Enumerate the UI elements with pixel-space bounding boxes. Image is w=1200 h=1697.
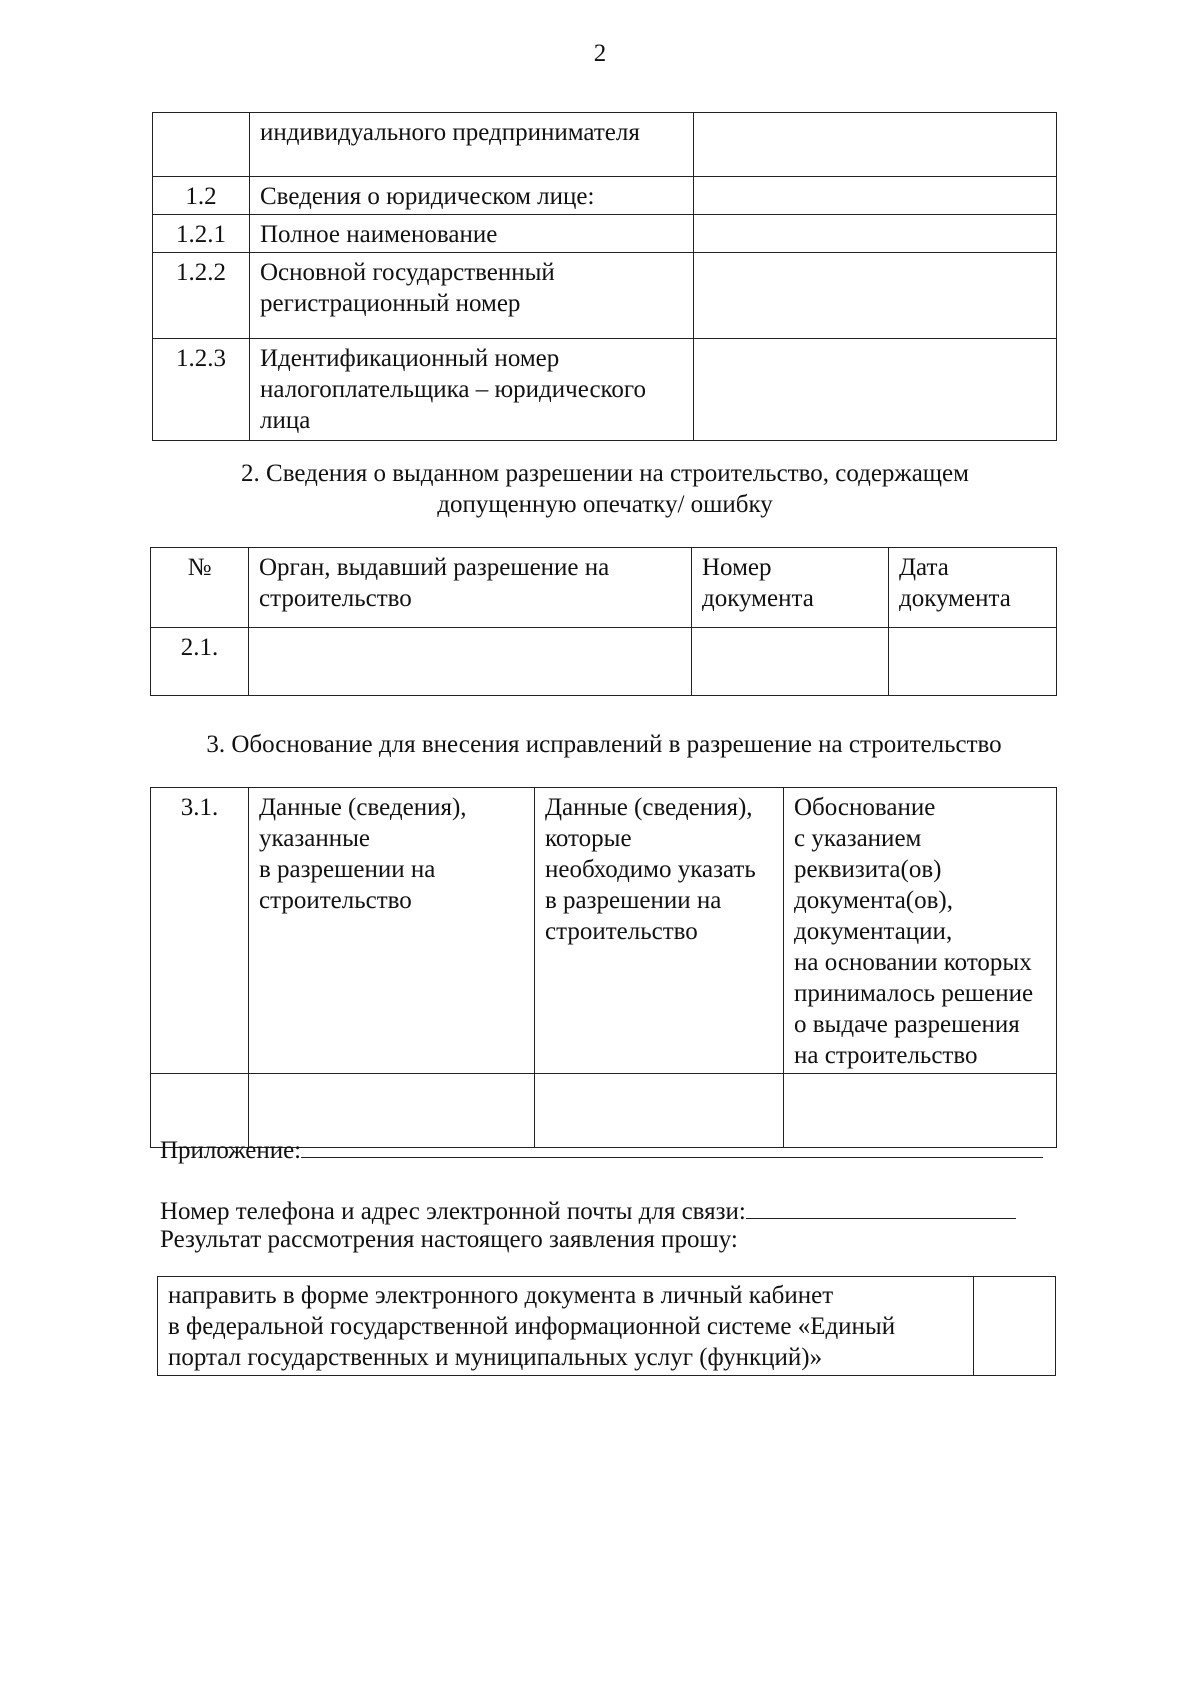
table-row xyxy=(153,339,1057,441)
row-value-field[interactable] xyxy=(694,177,1057,215)
row-label: Идентификационный номер налогоплательщика – юридического лица xyxy=(250,339,694,441)
result-label: Результат рассмотрения настоящего заявления прошу: xyxy=(160,1226,738,1253)
row-value-field[interactable] xyxy=(694,339,1057,441)
applicant-info-table xyxy=(152,112,1057,441)
doc-date-field[interactable] xyxy=(889,628,1057,696)
contact-line xyxy=(160,1194,1016,1227)
column-header-justification: Обоснование с указанием реквизита(ов) документа(ов), документации, на основании которых принималось решение о выдаче разрешения на строительство xyxy=(784,788,1057,1074)
row-label: индивидуального предпринимателя xyxy=(250,113,694,177)
row-number: 3.1. xyxy=(151,788,249,1074)
row-label: Сведения о юридическом лице: xyxy=(250,177,694,215)
column-header-current-data: Данные (сведения), указанные в разрешении на строительство xyxy=(249,788,535,1074)
row-number xyxy=(153,113,250,177)
correction-basis-table xyxy=(150,787,1057,1148)
section-2-heading: 2. Сведения о выданном разрешении на строительство, содержащем допущенную опечатку/ ошибку xyxy=(241,460,969,518)
table-row xyxy=(153,215,1057,253)
row-label: Полное наименование xyxy=(250,215,694,253)
row-number: 1.2.3 xyxy=(153,339,250,441)
row-value-field[interactable] xyxy=(694,215,1057,253)
result-option-checkbox[interactable] xyxy=(974,1277,1056,1376)
column-header-doc-date: Дата документа xyxy=(889,548,1057,628)
row-number: 1.2.2 xyxy=(153,253,250,339)
table-row xyxy=(153,113,1057,177)
attachment-label: Приложение: xyxy=(160,1137,302,1164)
table-header-row xyxy=(151,548,1057,628)
result-option-table xyxy=(157,1276,1056,1376)
attachment-line xyxy=(160,1133,1043,1166)
row-value-field[interactable] xyxy=(694,113,1057,177)
table-header-row xyxy=(151,788,1057,1074)
page-number: 2 xyxy=(593,40,607,67)
table-row xyxy=(153,253,1057,339)
row-label: Основной государственный регистрационный номер xyxy=(250,253,694,339)
attachment-input-line[interactable] xyxy=(301,1133,1043,1158)
section-3-heading: 3. Обоснование для внесения исправлений в разрешение на строительство xyxy=(206,731,1002,758)
column-header-corrected-data: Данные (сведения), которые необходимо указать в разрешении на строительство xyxy=(535,788,784,1074)
column-header-number: № xyxy=(151,548,249,628)
column-header-issuer: Орган, выдавший разрешение на строительство xyxy=(249,548,692,628)
row-number: 1.2.1 xyxy=(153,215,250,253)
doc-number-field[interactable] xyxy=(692,628,889,696)
result-option-text: направить в форме электронного документа в личный кабинет в федеральной государственной информационной системе «Единый портал государственных и муниципальных услуг (функций)» xyxy=(158,1277,974,1376)
row-number: 2.1. xyxy=(151,628,249,696)
table-row xyxy=(151,628,1057,696)
column-header-doc-number: Номер документа xyxy=(692,548,889,628)
row-value-field[interactable] xyxy=(694,253,1057,339)
contact-label: Номер телефона и адрес электронной почты для связи: xyxy=(160,1198,746,1225)
issuer-field[interactable] xyxy=(249,628,692,696)
row-number: 1.2 xyxy=(153,177,250,215)
contact-input-line[interactable] xyxy=(746,1194,1016,1219)
table-row xyxy=(158,1277,1056,1376)
permit-info-table xyxy=(150,547,1057,696)
table-row xyxy=(153,177,1057,215)
